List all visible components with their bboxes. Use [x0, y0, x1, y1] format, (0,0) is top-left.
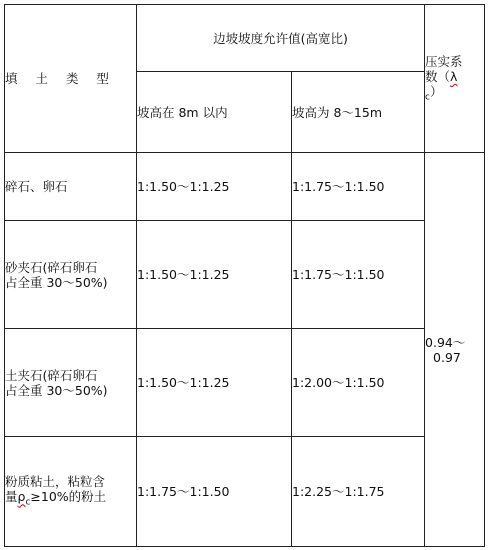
slope-value-cell: 1:1.75～1:1.50: [292, 221, 425, 329]
coef-header-line2: 数（λ: [425, 68, 458, 84]
slope-height-under-8m-header: 坡高在 8m 以内: [137, 72, 292, 153]
slope-value-cell: 1:1.50～1:1.25: [137, 153, 292, 221]
rho-symbol: $\rho_c$: [17, 489, 31, 508]
slope-group-header: 边坡坡度允许值(高宽比): [137, 5, 425, 72]
fill-type-cell: 碎石、卵石: [5, 153, 137, 221]
slope-value-cell: 1:1.50～1:1.25: [137, 221, 292, 329]
slope-value-cell: 1:2.00～1:1.50: [292, 329, 425, 437]
table-row: [5, 329, 485, 437]
coef-value-line2: 0.97: [433, 349, 461, 365]
compaction-coef-value: [425, 153, 485, 547]
fill-type-cell: 土夹石(碎石卵石 占全重 30～50%): [5, 329, 137, 437]
slope-value-cell: 1:1.75～1:1.50: [137, 437, 292, 547]
coef-value-line1: 0.94～: [425, 334, 466, 350]
slope-height-8-15m-header: 坡高为 8～15m: [292, 72, 425, 153]
header-row-1: [5, 5, 485, 72]
slope-value-cell: 1:2.25～1:1.75: [292, 437, 425, 547]
coef-header-line3: $_c$）: [425, 83, 443, 103]
slope-value-cell: 1:1.50～1:1.25: [137, 329, 292, 437]
slope-value-cell: 1:1.75～1:1.50: [292, 153, 425, 221]
compaction-coef-header: [425, 5, 485, 153]
table-row: [5, 153, 485, 221]
table-row: [5, 437, 485, 547]
fill-type-header: 填 土 类 型: [5, 5, 137, 153]
coef-header-line1: 压实系: [425, 53, 463, 69]
fill-type-cell: 粉质粘土，粘粒含 量$\rho_c\ge 10\%$的粉土: [5, 437, 137, 547]
table-row: [5, 221, 485, 329]
lambda-symbol: λ: [450, 68, 458, 84]
fill-type-cell: 砂夹石(碎石卵石 占全重 30～50%): [5, 221, 137, 329]
slope-requirements-table: [4, 4, 485, 547]
